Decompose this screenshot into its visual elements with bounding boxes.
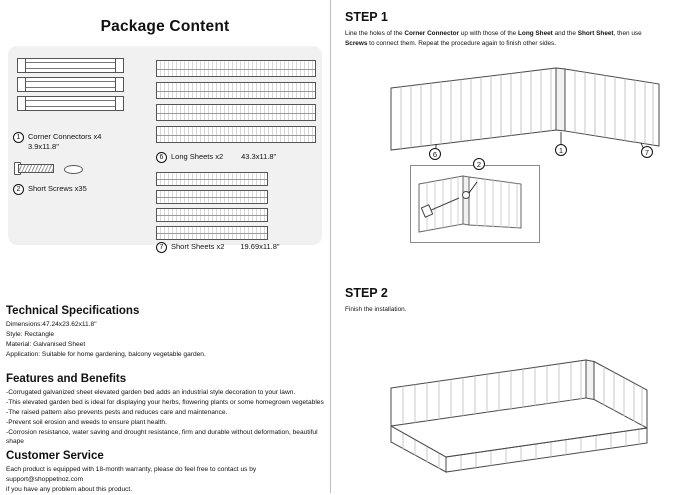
right-column: [331, 0, 679, 493]
step1-title: STEP 1: [345, 10, 388, 24]
package-content-title: Package Content: [100, 18, 230, 35]
features-section: [0, 373, 330, 447]
callout-2: 2: [473, 158, 485, 170]
item-number-7: 7: [156, 242, 167, 253]
legend-short-screws: [13, 184, 153, 195]
item-dim-long-sheets: 43.3x11.8": [241, 152, 277, 162]
item-label-corner-connectors: Corner Connectors x4 3.9x11.8": [28, 132, 102, 152]
callout-7: 7: [641, 146, 653, 158]
legend-corner-connectors: [13, 132, 153, 152]
feature-bullet: -Prevent soil erosion and weeds to ensure plant health.: [6, 418, 167, 426]
technical-specifications-section: [0, 305, 330, 360]
feature-bullet: -Corrosion resistance, water saving and drought resistance, firm and durable without deformation, beautiful shape: [6, 428, 318, 446]
step2-instruction: Finish the installation.: [345, 306, 407, 313]
legend-short-sheets: [156, 242, 336, 253]
spec-material: Material: Galvanised Sheet: [6, 340, 86, 348]
corner-connector-illustration: [18, 58, 123, 108]
customer-service-section: [0, 450, 330, 495]
step1-header: [345, 10, 665, 49]
left-column: [0, 0, 330, 493]
features-title: Features and Benefits: [6, 373, 127, 385]
callout-6: 6: [429, 148, 441, 160]
spec-application: Application: Suitable for home gardening, balcony vegetable garden.: [6, 350, 206, 358]
spec-dimensions: Dimensions:47.24x23.62x11.8": [6, 321, 97, 328]
step1-instruction: Line the holes of the Corner Connector up with those of the Long Sheet and the Short Sheet, then use Screws to connect them. Repeat the procedure again to finish other sides.: [345, 30, 642, 47]
item-number-1: 1: [13, 132, 24, 143]
customer-service-title: Customer Service: [6, 450, 104, 462]
step2-illustration: [351, 350, 671, 480]
feature-bullet: -The raised pattern also prevents pests and reduces care and maintenance.: [6, 408, 228, 416]
item-label-short-sheets: Short Sheets x2: [171, 242, 225, 252]
technical-specifications-title: Technical Specifications: [6, 305, 140, 317]
item-number-6: 6: [156, 152, 167, 163]
feature-bullet: -Corrugated galvanized sheet elevated garden bed adds an industrial style decoration to your lawn.: [6, 389, 296, 396]
step2-title: STEP 2: [345, 286, 388, 300]
feature-bullet: -This elevated garden bed is ideal for displaying your herbs, flowering plants or some homegrown vegetables: [6, 398, 324, 406]
step1-illustration: [341, 58, 671, 168]
item-dim-short-sheets: 19.69x11.8": [240, 242, 280, 252]
item-label-short-screws: Short Screws x35: [28, 184, 87, 193]
spec-style: Style: Rectangle: [6, 330, 55, 338]
step1-detail-box: [410, 159, 540, 243]
step2-header: [345, 286, 665, 315]
item-number-2: 2: [13, 184, 24, 195]
legend-long-sheets: [156, 152, 326, 163]
item-label-long-sheets: Long Sheets x2: [171, 152, 224, 162]
callout-1: 1: [555, 144, 567, 156]
package-content-panel: [8, 46, 322, 252]
customer-service-line: Each product is equipped with 18-month warranty, please do feel free to contact us by support@shoppetnoz.com: [6, 466, 257, 483]
customer-service-line: if you have any problem about this product.: [6, 485, 133, 493]
features-list: [6, 388, 324, 447]
